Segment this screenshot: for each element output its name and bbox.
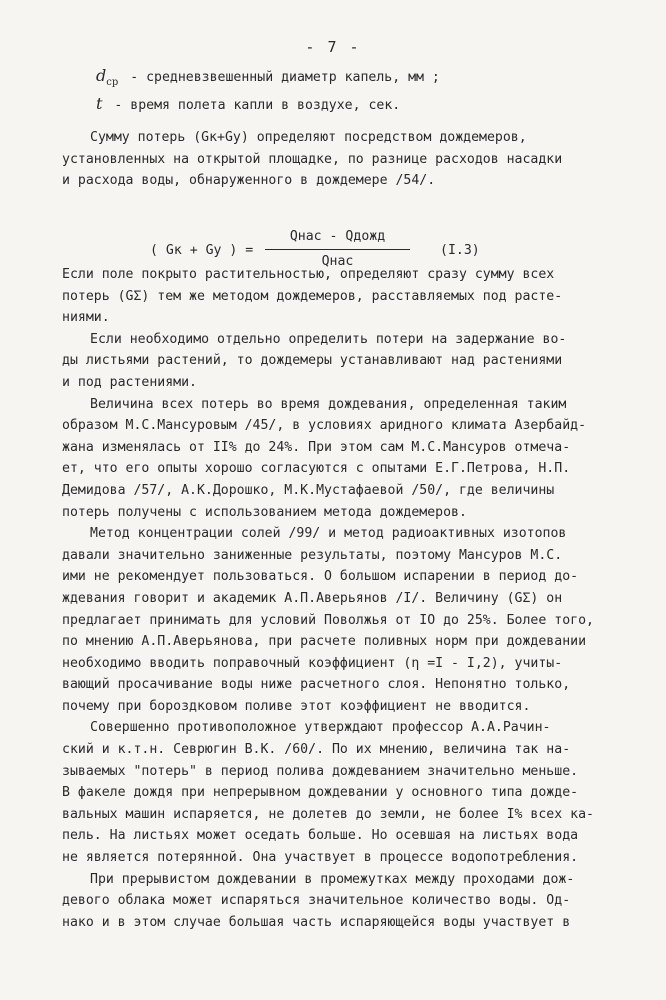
text-line: ими не рекомендует пользоваться. О большом испарении в период до-: [62, 569, 579, 585]
formula-fraction: [265, 229, 410, 269]
text-line: Сумму потерь (Gк+Gу) определяют посредством дождемеров,: [90, 130, 527, 145]
text-line: Если необходимо отдельно определить потери на задержание во-: [90, 331, 567, 347]
text-line: и расхода воды, обнаруженного в дождемере /54/.: [62, 173, 436, 189]
definition-symbol: t: [96, 94, 103, 113]
definition-text: - время полета капли в воздухе, сек.: [114, 98, 401, 113]
text-line: образом М.С.Мансуровым /45/, в условиях аридного климата Азербайд-: [62, 418, 587, 434]
text-line: не является потерянной. Она участвует в процессе водопотребления.: [62, 850, 579, 866]
text-line: потерь (GΣ) тем же методом дождемеров, расставляемых под расте-: [62, 288, 563, 304]
text-line: Метод концентрации солей /99/ и метод радиоактивных изотопов: [90, 526, 567, 542]
text-line: необходимо вводить поправочный коэффициент (η =I - I,2), учиты-: [62, 655, 563, 671]
text-line: пель. На листьях может оседать больше. Но осевшая на листьях вода: [62, 828, 579, 844]
formula-numerator: Qнас - Qдожд: [289, 229, 386, 244]
definition-line-dcp: [96, 66, 440, 88]
text-line: потерь получены с использованием метода дождемеров.: [62, 504, 467, 520]
text-line: ет, что его опыты хорошо согласуются с опытами Е.Г.Петрова, Н.П.: [62, 461, 571, 477]
text-line: вальных машин испаряется, не долетев до земли, не более I% всех ка-: [62, 806, 594, 822]
text-line: В факеле дождя при непрерывном дождевании у основного типа дожде-: [62, 785, 579, 801]
text-line: по мнению А.П.Аверьянова, при расчете поливных норм при дождевании: [62, 634, 587, 650]
text-line: При прерывистом дождевании в промежутках между проходами дож-: [90, 871, 575, 887]
definition-line-t: [96, 94, 400, 113]
formula-denominator: Qнас: [321, 254, 354, 269]
text-line: давали значительно заниженные результаты, поэтому Мансуров М.С.: [62, 547, 563, 563]
text-line: предлагает принимать для условий Поволжья от IO до 25%. Более того,: [62, 612, 594, 628]
definition-text: - средневзвешенный диаметр капель, мм ;: [130, 70, 440, 85]
definition-symbol: $d_{ср}$: [96, 66, 119, 89]
formula-lhs: ( Gк + Gу ) =: [150, 243, 254, 258]
text-line: Величина всех потерь во время дождевания, определенная таким: [90, 396, 567, 412]
fraction-bar: [265, 249, 410, 250]
text-line: нако и в этом случае большая часть испаряющейся воды участвует в: [62, 914, 571, 930]
text-line: ский и к.т.н. Севрюгин В.К. /60/. По их мнению, величина так на-: [62, 742, 571, 758]
page-number: - 7 -: [305, 38, 361, 56]
text-line: Совершенно противоположное утверждают профессор А.А.Рачин-: [90, 720, 551, 736]
text-line: ниями.: [62, 310, 110, 326]
text-line: девого облака может испаряться значительное количество воды. Од-: [62, 893, 571, 909]
equation-number: (I.3): [440, 243, 480, 258]
text-line: почему при бороздковом поливе этот коэффициент не вводится.: [62, 698, 531, 714]
text-line: зываемых "потерь" в период полива дождеванием значительно меньше.: [62, 763, 579, 779]
text-line: и под растениями.: [62, 374, 197, 390]
text-line: ждевания говорит и академик А.П.Аверьянов /I/. Величину (GΣ) он: [62, 590, 563, 606]
text-line: Если поле покрыто растительностью, определяют сразу сумму всех: [62, 267, 555, 282]
text-line: установленных на открытой площадке, по разнице расходов насадки: [62, 151, 563, 167]
text-line: жана изменялась от II% до 24%. При этом сам М.С.Мансуров отмеча-: [62, 439, 571, 455]
text-line: вающий просачивание воды ниже расчетного слоя. Непонятно только,: [62, 677, 571, 693]
paragraph-sum-losses: [62, 127, 622, 192]
body-text: [62, 264, 622, 933]
text-line: Демидова /57/, А.К.Дорошко, М.К.Мустафаевой /50/, где величины: [62, 482, 555, 498]
text-line: ды листьями растений, то дождемеры устанавливают над растениями: [62, 353, 563, 369]
